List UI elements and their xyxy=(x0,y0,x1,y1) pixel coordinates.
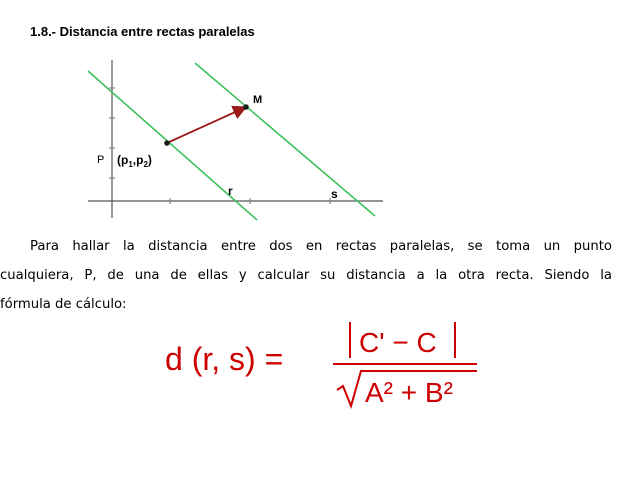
distance-formula xyxy=(165,318,485,413)
paragraph-line-1: Para hallar la distancia entre dos en rectas paralelas, se toma un punto xyxy=(30,239,612,254)
label-p: P xyxy=(97,154,105,166)
label-s: s xyxy=(331,187,338,201)
formula-numerator: C' − C xyxy=(359,327,437,358)
paragraph-line-3: fórmula de cálculo: xyxy=(0,297,127,312)
label-r: r xyxy=(228,184,233,198)
vector-pm xyxy=(167,108,244,143)
paragraph-line-2: cualquiera, P, de una de ellas y calcular su distancia a la otra recta. Siendo la xyxy=(0,268,612,283)
parallel-lines-figure xyxy=(85,58,385,223)
point-p-dot xyxy=(164,140,170,146)
line-s xyxy=(195,63,375,216)
explanation-paragraph xyxy=(0,232,612,319)
formula-lhs: d (r, s) = xyxy=(165,341,284,377)
label-m: M xyxy=(253,94,263,106)
formula-denominator: A² + B² xyxy=(365,377,453,408)
section-heading: 1.8.- Distancia entre rectas paralelas xyxy=(30,24,255,39)
point-m-dot xyxy=(243,104,249,110)
label-p-coords: $(p_1,p_2)$ xyxy=(117,153,152,169)
